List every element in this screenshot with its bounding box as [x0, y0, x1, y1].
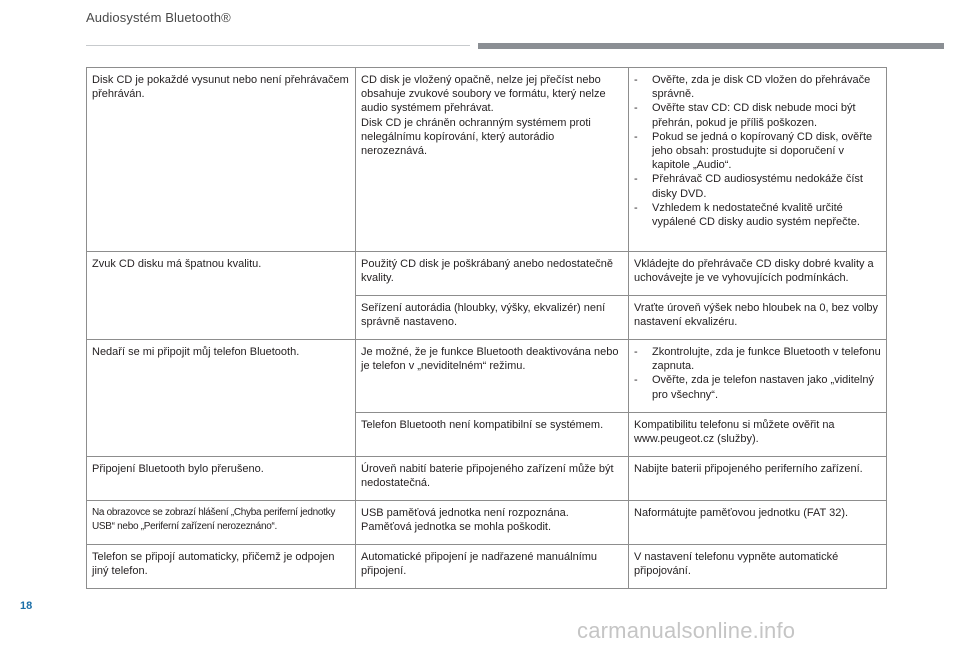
cause-cell: Seřízení autorádia (hloubky, výšky, ekvalizér) není správně nastaveno. [356, 296, 629, 340]
problem-cell: Zvuk CD disku má špatnou kvalitu. [87, 252, 356, 340]
header-bar [478, 43, 944, 49]
solution-cell: Nabijte baterii připojeného periferního zařízení. [629, 457, 887, 501]
solution-cell: V nastavení telefonu vypněte automatické připojování. [629, 545, 887, 589]
problem-cell: Telefon se připojí automaticky, přičemž je odpojen jiný telefon. [87, 545, 356, 589]
problem-cell: Disk CD je pokaždé vysunut nebo není přehrávačem přehráván. [87, 68, 356, 252]
table-row [87, 252, 887, 296]
solution-cell [629, 340, 887, 413]
list-item: - Přehrávač CD audiosystému nedokáže číst disky DVD. [634, 173, 863, 200]
cause-cell: Automatické připojení je nadřazené manuálnímu připojení. [356, 545, 629, 589]
cause-cell: CD disk je vložený opačně, nelze jej přečíst nebo obsahuje zvukové soubory ve formátu, který nelze audio systémem přehrávat. Disk CD je chráněn ochranným systémem proti nelegálnímu kopírování, který autorádio nerozeznává. [356, 68, 629, 252]
problem-cell: Nedaří se mi připojit můj telefon Bluetooth. [87, 340, 356, 457]
solution-cell: Naformátujte paměťovou jednotku (FAT 32). [629, 501, 887, 545]
cause-cell: Úroveň nabití baterie připojeného zařízení může být nedostatečná. [356, 457, 629, 501]
header-rule [86, 45, 470, 46]
list-item: - Pokud se jedná o kopírovaný CD disk, ověřte jeho obsah: prostudujte si doporučení v kapitole „Audio“. [634, 130, 873, 172]
list-item: - Ověřte, zda je telefon nastaven jako „viditelný pro všechny“. [634, 374, 874, 401]
problem-cell: Připojení Bluetooth bylo přerušeno. [87, 457, 356, 501]
list-item: - Vzhledem k nedostatečné kvalitě určité vypálené CD disky audio systém nepřečte. [634, 201, 860, 229]
cause-cell: Telefon Bluetooth není kompatibilní se systémem. [356, 413, 629, 457]
table-row [87, 545, 887, 589]
list-item: - Zkontrolujte, zda je funkce Bluetooth v telefonu zapnuta. [634, 346, 881, 373]
page-number: 18 [20, 600, 33, 612]
watermark: carmanualsonline.info [577, 618, 796, 643]
solution-cell: Vraťte úroveň výšek nebo hloubek na 0, bez volby nastavení ekvalizéru. [629, 296, 887, 340]
solution-cell: Vkládejte do přehrávače CD disky dobré kvality a uchovávejte je ve vyhovujících podmínkách. [629, 252, 887, 296]
troubleshooting-table [86, 67, 887, 589]
solution-list [634, 73, 881, 229]
table-row [87, 457, 887, 501]
cause-cell: Je možné, že je funkce Bluetooth deaktivována nebo je telefon v „neviditelném“ režimu. [356, 340, 629, 413]
solution-cell: Kompatibilitu telefonu si můžete ověřit na www.peugeot.cz (služby). [629, 413, 887, 457]
table-row [87, 340, 887, 413]
solution-cell [629, 68, 887, 252]
solution-list [634, 345, 881, 402]
problem-cell: Na obrazovce se zobrazí hlášení „Chyba periferní jednotky USB“ nebo „Periferní zařízení nerozeznáno“. [87, 501, 356, 545]
table-row [87, 68, 887, 252]
page-header-title: Audiosystém Bluetooth® [86, 10, 231, 25]
list-item: - Ověřte stav CD: CD disk nebude moci být přehrán, pokud je příliš poškozen. [634, 102, 856, 129]
table-row [87, 501, 887, 545]
cause-cell: Použitý CD disk je poškrábaný anebo nedostatečně kvality. [356, 252, 629, 296]
list-item: - Ověřte, zda je disk CD vložen do přehrávače správně. [634, 74, 871, 101]
cause-cell: USB paměťová jednotka není rozpoznána. Paměťová jednotka se mohla poškodit. [356, 501, 629, 545]
